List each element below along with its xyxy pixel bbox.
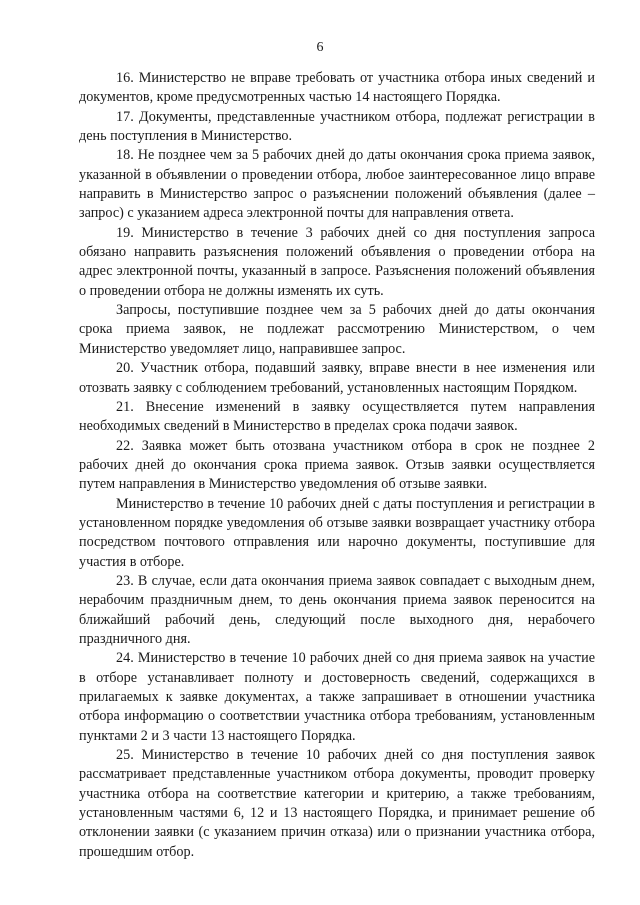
paragraph-23: 23. В случае, если дата окончания приема заявок совпадает с выходным днем, нерабочим праздничным днем, то день окончания приема заявок переносится на ближайший рабочий день, следующий после выходного дня, нерабочего праздничного дня. — [79, 572, 595, 647]
paragraph-19-continued: Запросы, поступившие позднее чем за 5 рабочих дней до даты окончания срока приема заявок, не подлежат рассмотрению Министерством, о чем Министерство уведомляет лицо, направившее запрос. — [79, 302, 595, 357]
paragraph-19: 19. Министерство в течение 3 рабочих дней со дня поступления запроса обязано направить разъяснения положений объявления о проведении отбора на адрес электронной почты, указанный в запросе. Разъяснения положений объявления о проведении отбора не должны изменять их суть. — [79, 224, 595, 299]
paragraph-22-continued: Министерство в течение 10 рабочих дней с даты поступления и регистрации в установленном порядке уведомления об отзыве заявки возвращает участнику отбора посредством почтового отправления или нарочно документы, поступившие для участия в отборе. — [79, 495, 595, 570]
paragraph-17: 17. Документы, представленные участником отбора, подлежат регистрации в день поступления в Министерство. — [79, 108, 595, 145]
paragraph-20: 20. Участник отбора, подавший заявку, вправе внести в нее изменения или отозвать заявку с соблюдением требований, установленных настоящим Порядком. — [79, 360, 595, 396]
paragraph-18: 18. Не позднее чем за 5 рабочих дней до даты окончания срока приема заявок, указанной в объявлении о проведении отбора, любое заинтересованное лицо вправе направить в Министерство запрос о разъяснении положений объявления (далее – запрос) с указанием адреса электронной почты для направления ответа. — [79, 147, 595, 222]
paragraph-21: 21. Внесение изменений в заявку осуществляется путем направления необходимых сведений в Министерство в пределах срока подачи заявок. — [79, 398, 595, 435]
paragraph-25: 25. Министерство в течение 10 рабочих дней со дня поступления заявок рассматривает представленные участником отбора документы, проводит проверку участника отбора на соответствие категории и критерию, а также требованиям, установленным частями 6, 12 и 13 настоящего Порядка, и принимает решение об отклонении заявки (с указанием причин отказа) или о признании участника отбора, прошедшим отбор. — [79, 747, 595, 860]
page-number: 6 — [316, 40, 324, 55]
paragraph-22: 22. Заявка может быть отозвана участником отбора в срок не позднее 2 рабочих дней до окончания срока приема заявок. Отзыв заявки осуществляется путем направления в Министерство уведомления об отзыве заявки. — [79, 437, 595, 493]
document-body — [79, 69, 595, 862]
paragraph-24: 24. Министерство в течение 10 рабочих дней со дня приема заявок на участие в отборе устанавливает полноту и достоверность сведений, содержащихся в прилагаемых к заявке документах, а также запрашивает в отношении участника отбора информацию о соответствии участника отбора требованиям, установленным пунктами 2 и 3 части 13 настоящего Порядка. — [79, 650, 595, 744]
paragraph-16: 16. Министерство не вправе требовать от участника отбора иных сведений и документов, кроме предусмотренных частью 14 настоящего Порядка. — [79, 70, 595, 106]
